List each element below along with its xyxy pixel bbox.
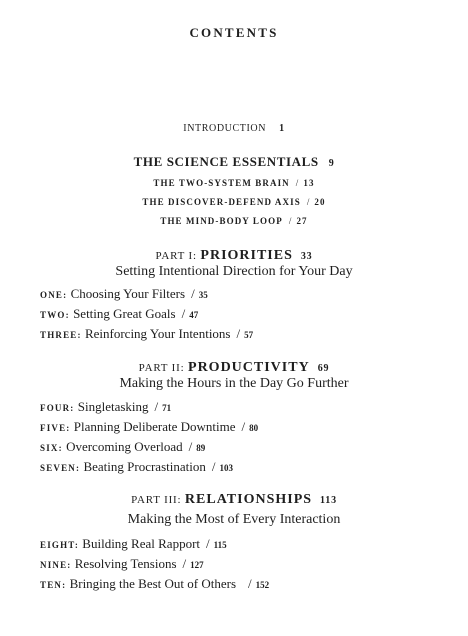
chapter-number: TWO: [40,310,70,320]
toc-chapter[interactable] [40,439,205,455]
separator-slash: / [154,399,159,414]
chapter-number: EIGHT: [40,540,80,550]
chapter-title: Planning Deliberate Downtime [73,419,236,434]
toc-science-item-page: 27 [296,216,308,226]
toc-introduction[interactable] [0,123,468,134]
toc-introduction-label: INTRODUCTION [183,123,267,134]
part-subtitle: Making the Hours in the Day Go Further [119,376,349,391]
part-prefix: PART I: [155,250,197,262]
toc-part-heading[interactable] [0,248,468,264]
separator-slash: / [181,306,186,321]
chapter-page: 57 [244,330,254,340]
toc-science-page: 9 [328,158,335,169]
chapter-title: Overcoming Overload [66,439,183,454]
separator-slash: / [206,536,210,551]
toc-science-item[interactable] [0,197,468,207]
chapter-page: 35 [198,290,208,300]
toc-science-label: THE SCIENCE ESSENTIALS [133,154,319,169]
separator-slash: / [188,439,193,454]
chapter-title: Resolving Tensions [74,556,177,571]
toc-science-item[interactable] [0,216,468,226]
separator-slash: / [248,576,252,591]
chapter-page: 80 [249,423,259,433]
chapter-number: SIX: [40,443,63,453]
chapter-page: 127 [190,560,204,570]
chapter-number: NINE: [40,560,72,570]
toc-science-item-label: THE MIND-BODY LOOP [160,216,283,226]
chapter-title: Choosing Your Filters [70,286,186,301]
chapter-page: 115 [213,540,227,550]
toc-chapter[interactable] [40,419,258,435]
toc-chapter[interactable] [40,399,171,415]
toc-science-item[interactable] [0,178,468,188]
chapter-title: Setting Great Goals [73,306,176,321]
part-subtitle: Setting Intentional Direction for Your Day [115,264,353,279]
part-name: PRODUCTIVITY [188,360,310,375]
chapter-page: 47 [189,310,199,320]
chapter-page: 89 [196,443,206,453]
toc-science-item-label: THE TWO-SYSTEM BRAIN [153,178,290,188]
toc-part-heading[interactable] [0,360,468,376]
chapter-page: 152 [255,580,270,590]
toc-chapter[interactable] [40,286,208,302]
separator-slash: / [236,326,241,341]
toc-introduction-page: 1 [279,123,285,134]
chapter-page: 103 [219,463,233,473]
toc-chapter[interactable] [40,556,204,572]
separator-slash: / [211,459,216,474]
page-title: CONTENTS [189,25,279,40]
toc-part-heading[interactable] [0,492,468,508]
separator-slash: / [288,216,293,226]
part-page: 33 [300,251,313,262]
toc-chapter[interactable] [40,459,233,475]
chapter-title: Beating Procrastination [83,459,206,474]
toc-chapter[interactable] [40,576,269,592]
toc-science-essentials[interactable] [0,154,468,170]
toc-chapter[interactable] [40,326,253,342]
part-page: 113 [320,495,337,506]
chapter-title: Bringing the Best Out of Others [69,576,237,591]
part-page: 69 [317,363,330,374]
toc-science-item-page: 13 [303,178,315,188]
toc-chapter[interactable] [40,306,198,322]
chapter-number: TEN: [40,580,67,590]
chapter-number: THREE: [40,330,82,340]
chapter-title: Building Real Rapport [82,536,201,551]
toc-science-item-page: 20 [314,197,326,207]
part-subtitle: Making the Most of Every Interaction [127,512,341,527]
separator-slash: / [191,286,195,301]
part-name: PRIORITIES [200,248,293,263]
chapter-number: FOUR: [40,403,75,413]
toc-chapter[interactable] [40,536,227,552]
chapter-number: FIVE: [40,423,71,433]
toc-science-item-label: THE DISCOVER-DEFEND AXIS [142,197,301,207]
separator-slash: / [306,197,311,207]
chapter-page: 71 [162,403,172,413]
part-prefix: PART III: [131,494,182,506]
chapter-title: Reinforcing Your Intentions [84,326,231,341]
separator-slash: / [241,419,246,434]
separator-slash: / [182,556,187,571]
chapter-title: Singletasking [77,399,149,414]
chapter-number: ONE: [40,290,68,300]
separator-slash: / [295,178,300,188]
part-name: RELATIONSHIPS [184,492,313,507]
chapter-number: SEVEN: [40,463,81,473]
part-prefix: PART II: [138,362,185,374]
